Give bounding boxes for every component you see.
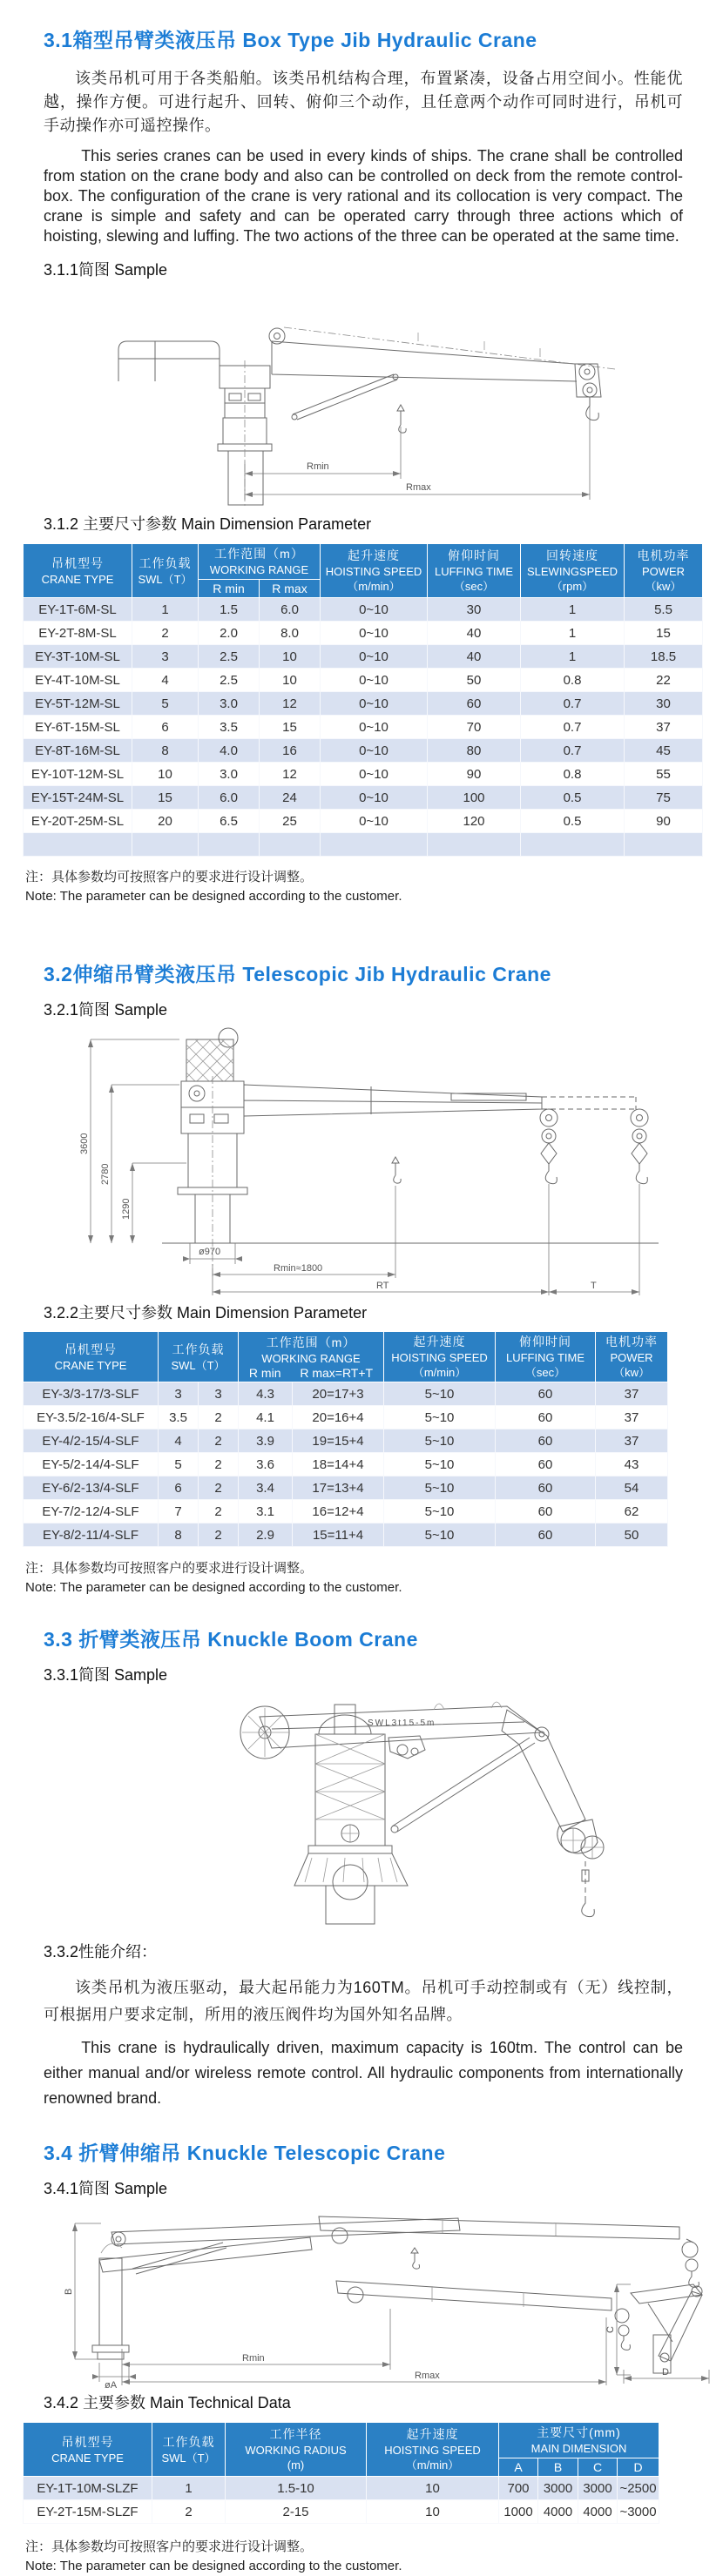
col-dim-b: B	[538, 2458, 578, 2477]
col-dim-c: C	[578, 2458, 618, 2477]
param-3-1-2-label: 3.1.2 主要尺寸参数 Main Dimension Parameter	[44, 515, 372, 533]
col-luffing-time: 俯仰时间 LUFFING TIME （sec）	[496, 1332, 596, 1382]
table-cell: 1000	[499, 2500, 538, 2524]
table-cell: 5~10	[384, 1406, 496, 1429]
table-row	[24, 1406, 668, 1429]
telescopic-crane-diagram	[57, 1024, 667, 1299]
table-row	[24, 786, 703, 810]
table-row	[24, 1523, 668, 1547]
dim-phiA-label: øA	[105, 2380, 118, 2391]
note-3-2	[25, 1559, 723, 1597]
table-cell: 4.0	[199, 739, 260, 763]
table-row	[24, 833, 703, 857]
table-row	[24, 598, 703, 622]
table-row	[24, 2477, 659, 2500]
table-cell: 10	[132, 763, 199, 786]
table-cell: 37	[625, 716, 703, 739]
table-cell: 0~10	[321, 739, 428, 763]
sample-3-1-1-label: 3.1.1简图 Sample	[44, 261, 168, 279]
dim-1290-label: 1290	[121, 1198, 132, 1220]
table-cell: 3.1	[239, 1500, 293, 1523]
table-cell: EY-5/2-14/4-SLF	[24, 1453, 159, 1476]
main-dimension-table-3-1	[23, 543, 703, 857]
table-cell: 2.0	[199, 622, 260, 645]
table-cell: 0~10	[321, 669, 428, 692]
table-cell	[199, 833, 260, 857]
dim-c-label: C	[605, 2326, 616, 2333]
table-cell: 5~10	[384, 1453, 496, 1476]
table-cell: EY-2T-15M-SLZF	[24, 2500, 152, 2524]
section-3-1-paragraph-en: This series cranes can be used in every kinds of ships. The crane shall be controlled from station on the crane body and also can be controlled on deck from the remote control-box. The configuration of the crane is very rational and its collocation is very compact. The crane is simple and safety and can be operated carry through three actions which of hoisting, slewing and luffing. The two actions of the three can be operated at the same time.	[44, 147, 683, 245]
table-cell: 0~10	[321, 763, 428, 786]
table-cell: 62	[596, 1500, 668, 1523]
table-cell: 4	[132, 669, 199, 692]
table-row	[24, 669, 703, 692]
section-3-4-title: 3.4 折臂伸缩吊 Knuckle Telescopic Crane	[44, 2142, 446, 2164]
table-cell: 43	[596, 1453, 668, 1476]
table-cell: EY-1T-10M-SLZF	[24, 2477, 152, 2500]
table-cell: 37	[596, 1429, 668, 1453]
table-cell: 25	[260, 810, 321, 833]
table-cell: EY-10T-12M-SL	[24, 763, 132, 786]
table-cell: 8	[132, 739, 199, 763]
col-main-dimension: 主要尺寸(mm) MAIN DIMENSION	[499, 2423, 659, 2458]
table-cell: 0~10	[321, 645, 428, 669]
table-cell: 30	[625, 692, 703, 716]
table-cell: EY-6T-15M-SL	[24, 716, 132, 739]
table-cell: 100	[428, 786, 521, 810]
table-cell: 15	[260, 716, 321, 739]
table-cell: ~2500	[618, 2477, 659, 2500]
table-cell: 3	[132, 645, 199, 669]
table-row	[24, 1429, 668, 1453]
note-en: Note: The parameter can be designed according to the customer.	[25, 1580, 402, 1595]
col-r-max: R max=RT+T	[300, 1365, 374, 1380]
table-cell: 0~10	[321, 622, 428, 645]
table-cell: EY-15T-24M-SL	[24, 786, 132, 810]
table-cell: 5~10	[384, 1429, 496, 1453]
table-cell: 1	[521, 622, 625, 645]
col-luffing-time: 俯仰时间 LUFFING TIME （sec）	[428, 544, 521, 598]
table-cell: 2-15	[226, 2500, 367, 2524]
table-cell: 3	[159, 1382, 199, 1406]
table-cell: 2.9	[239, 1523, 293, 1547]
table-cell: 10	[260, 669, 321, 692]
table-cell: 16	[260, 739, 321, 763]
table-cell: 18.5	[625, 645, 703, 669]
table-cell: 12	[260, 692, 321, 716]
table-cell: EY-8T-16M-SL	[24, 739, 132, 763]
table-cell: 1.5	[199, 598, 260, 622]
table-cell: 10	[367, 2500, 499, 2524]
table-cell: 20=16+4	[293, 1406, 384, 1429]
table-cell: 20=17+3	[293, 1382, 384, 1406]
table-cell: 6	[159, 1476, 199, 1500]
table-cell: 3.9	[239, 1429, 293, 1453]
table-cell: 6.0	[260, 598, 321, 622]
table-cell: 0~10	[321, 786, 428, 810]
table-cell: EY-8/2-11/4-SLF	[24, 1523, 159, 1547]
table-cell: 1	[132, 598, 199, 622]
table-cell: 0~10	[321, 810, 428, 833]
table-cell: 60	[496, 1500, 596, 1523]
table-cell: 60	[496, 1382, 596, 1406]
table-row	[24, 810, 703, 833]
table-cell	[24, 833, 132, 857]
sample-3-3-1-label: 3.3.1简图 Sample	[44, 1666, 168, 1684]
table-cell: EY-7/2-12/4-SLF	[24, 1500, 159, 1523]
note-en: Note: The parameter can be designed according to the customer.	[25, 2559, 402, 2573]
table-cell: 90	[428, 763, 521, 786]
table-cell: 700	[499, 2477, 538, 2500]
table-cell: 2	[199, 1453, 239, 1476]
table-cell: 50	[596, 1523, 668, 1547]
table-cell: 2	[199, 1523, 239, 1547]
table-cell: 6.0	[199, 786, 260, 810]
table-cell: 1.5-10	[226, 2477, 367, 2500]
table-row	[24, 692, 703, 716]
note-cn: 注：具体参数均可按照客户的要求进行设计调整。	[25, 1561, 314, 1576]
col-r-min: R min	[199, 580, 260, 598]
table-cell: 4	[159, 1429, 199, 1453]
table-cell: 0.8	[521, 669, 625, 692]
table-cell: 60	[428, 692, 521, 716]
table-cell: 15	[132, 786, 199, 810]
param-3-2-2-label: 3.2.2主要尺寸参数 Main Dimension Parameter	[44, 1304, 368, 1322]
sample-3-4-1-label: 3.4.1简图 Sample	[44, 2180, 168, 2197]
table-cell: 60	[496, 1476, 596, 1500]
table-cell	[428, 833, 521, 857]
table-cell: 60	[496, 1429, 596, 1453]
table-cell: 3.0	[199, 692, 260, 716]
table-row	[24, 716, 703, 739]
col-hoisting-speed: 起升速度 HOISTING SPEED （m/min）	[367, 2423, 499, 2477]
table-cell: 5	[159, 1453, 199, 1476]
table-cell: 3000	[538, 2477, 578, 2500]
table-cell: 2	[199, 1406, 239, 1429]
table-row	[24, 622, 703, 645]
table-cell: EY-3T-10M-SL	[24, 645, 132, 669]
table-cell: EY-6/2-13/4-SLF	[24, 1476, 159, 1500]
table-cell: EY-1T-6M-SL	[24, 598, 132, 622]
table-cell: 22	[625, 669, 703, 692]
table-cell: 6.5	[199, 810, 260, 833]
col-dim-d: D	[618, 2458, 659, 2477]
col-working-range: 工作范围（m） WORKING RANGE	[199, 544, 321, 580]
table-cell: 40	[428, 622, 521, 645]
table-cell: 0.5	[521, 786, 625, 810]
table-cell: EY-3/3-17/3-SLF	[24, 1382, 159, 1406]
table-cell: 5~10	[384, 1382, 496, 1406]
col-crane-type: 吊机型号 CRANE TYPE	[24, 2423, 152, 2477]
section-3-1-paragraph-cn: 该类吊机可用于各类船舶。该类吊机结构合理，布置紧凑，设备占用空间小。性能优越，操作方便。可进行起升、回转、俯仰三个动作，且任意两个动作可同时进行，吊机可手动操作亦可遥控操作。	[44, 70, 683, 134]
table-cell: 0.8	[521, 763, 625, 786]
table-cell: 2	[199, 1476, 239, 1500]
dim-b-label: B	[64, 2288, 74, 2295]
dim-2780-label: 2780	[100, 1163, 111, 1185]
col-working-range: 工作范围（m） WORKING RANGE R min R max=RT+T	[239, 1332, 384, 1382]
table-cell: 20	[132, 810, 199, 833]
table-cell	[132, 833, 199, 857]
table-row	[24, 1453, 668, 1476]
dim-rmin1800-label: Rmin≈1800	[274, 1263, 323, 1274]
col-dim-a: A	[499, 2458, 538, 2477]
dim-rmax-label: Rmax	[415, 2371, 440, 2381]
note-en: Note: The parameter can be designed according to the customer.	[25, 889, 402, 904]
table-cell: 1	[521, 598, 625, 622]
table-cell: 3	[199, 1382, 239, 1406]
table-cell: EY-4/2-15/4-SLF	[24, 1429, 159, 1453]
table-cell: 18=14+4	[293, 1453, 384, 1476]
table-cell	[321, 833, 428, 857]
knuckle-boom-crane-diagram	[57, 1687, 667, 1931]
perf-3-3-2-label: 3.3.2性能介绍：	[44, 1943, 158, 1961]
col-swl: 工作负载 SWL（T）	[159, 1332, 239, 1382]
table-cell: 5.5	[625, 598, 703, 622]
note-cn: 注：具体参数均可按照客户的要求进行设计调整。	[25, 2539, 314, 2554]
table-cell: 2.5	[199, 645, 260, 669]
col-slewing-speed: 回转速度 SLEWINGSPEED （rpm）	[521, 544, 625, 598]
table-cell: EY-2T-8M-SL	[24, 622, 132, 645]
table-cell: 7	[159, 1500, 199, 1523]
table-cell: 60	[496, 1523, 596, 1547]
table-cell: 5~10	[384, 1500, 496, 1523]
note-3-4	[25, 2538, 723, 2576]
table-cell: 3.5	[159, 1406, 199, 1429]
table-cell: 2.5	[199, 669, 260, 692]
table-cell: 3000	[578, 2477, 618, 2500]
table-cell	[260, 833, 321, 857]
table-row	[24, 1382, 668, 1406]
table-cell: 15	[625, 622, 703, 645]
table-row	[24, 763, 703, 786]
col-hoisting-speed: 起升速度 HOISTING SPEED （m/min）	[384, 1332, 496, 1382]
dim-rt-label: RT	[376, 1281, 389, 1291]
table-row	[24, 1500, 668, 1523]
table-cell	[521, 833, 625, 857]
table-cell: 8	[159, 1523, 199, 1547]
table-cell: 19=15+4	[293, 1429, 384, 1453]
note-3-1	[25, 868, 723, 906]
table-cell: 120	[428, 810, 521, 833]
section-3-1-title: 3.1箱型吊臂类液压吊 Box Type Jib Hydraulic Crane	[44, 29, 537, 51]
table-cell: 4000	[538, 2500, 578, 2524]
table-cell: EY-4T-10M-SL	[24, 669, 132, 692]
dim-rmin-label: Rmin	[242, 2353, 265, 2364]
table-cell: 60	[496, 1453, 596, 1476]
section-3-2-title: 3.2伸缩吊臂类液压吊 Telescopic Jib Hydraulic Crane	[44, 963, 551, 985]
dim-phi970-label: ø970	[199, 1247, 221, 1257]
main-technical-data-table-3-4	[23, 2422, 659, 2524]
table-cell: 70	[428, 716, 521, 739]
table-cell: 12	[260, 763, 321, 786]
table-row	[24, 739, 703, 763]
table-cell: 60	[496, 1406, 596, 1429]
col-power: 电机功率 POWER （kw）	[625, 544, 703, 598]
table-cell: 3.5	[199, 716, 260, 739]
table-cell: 0.5	[521, 810, 625, 833]
table-cell: 24	[260, 786, 321, 810]
section-3-3-paragraph-cn: 该类吊机为液压驱动，最大起吊能力为160TM。吊机可手动控制或有（无）线控制，可根据用户要求定制，所用的液压阀件均为国外知名品牌。	[44, 1979, 683, 2023]
table-cell: ~3000	[618, 2500, 659, 2524]
table-cell: 55	[625, 763, 703, 786]
box-jib-crane-diagram	[87, 284, 662, 508]
table-cell: 3.6	[239, 1453, 293, 1476]
table-cell: 16=12+4	[293, 1500, 384, 1523]
section-3-3-title: 3.3 折臂类液压吊 Knuckle Boom Crane	[44, 1628, 418, 1651]
table-cell: 3.4	[239, 1476, 293, 1500]
table-row	[24, 645, 703, 669]
table-cell: 6	[132, 716, 199, 739]
table-row	[24, 1476, 668, 1500]
knuckle-telescopic-crane-diagram	[49, 2204, 720, 2389]
table-cell: EY-3.5/2-16/4-SLF	[24, 1406, 159, 1429]
note-cn: 注：具体参数均可按照客户的要求进行设计调整。	[25, 870, 314, 884]
table-cell: 4.3	[239, 1382, 293, 1406]
dim-rmin-label: Rmin	[307, 461, 329, 472]
table-cell: 0.7	[521, 716, 625, 739]
col-hoisting-speed: 起升速度 HOISTING SPEED （m/min）	[321, 544, 428, 598]
table-cell: 5~10	[384, 1523, 496, 1547]
col-swl: 工作负载 SWL（T）	[132, 544, 199, 598]
table-cell: 2	[199, 1500, 239, 1523]
dim-3600-label: 3600	[79, 1133, 90, 1154]
table-cell: 1	[152, 2477, 226, 2500]
table-row	[24, 2500, 659, 2524]
table-cell	[625, 833, 703, 857]
table-cell: 5~10	[384, 1476, 496, 1500]
param-3-4-2-label: 3.4.2 主要参数 Main Technical Data	[44, 2394, 291, 2411]
table-cell: 0.7	[521, 692, 625, 716]
col-swl: 工作负载 SWL（T）	[152, 2423, 226, 2477]
dim-rmax-label: Rmax	[406, 482, 431, 493]
table-cell: EY-5T-12M-SL	[24, 692, 132, 716]
table-cell: 5	[132, 692, 199, 716]
table-cell: 1	[521, 645, 625, 669]
col-crane-type: 吊机型号 CRANE TYPE	[24, 544, 132, 598]
col-power: 电机功率 POWER （kw）	[596, 1332, 668, 1382]
table-cell: 54	[596, 1476, 668, 1500]
col-working-radius: 工作半径 WORKING RADIUS (m)	[226, 2423, 367, 2477]
table-cell: 0.7	[521, 739, 625, 763]
table-cell: 0~10	[321, 716, 428, 739]
table-cell: EY-20T-25M-SL	[24, 810, 132, 833]
table-cell: 37	[596, 1382, 668, 1406]
dim-t-label: T	[591, 1281, 597, 1291]
table-cell: 10	[367, 2477, 499, 2500]
table-cell: 2	[132, 622, 199, 645]
table-cell: 90	[625, 810, 703, 833]
table-cell: 0~10	[321, 692, 428, 716]
table-cell: 2	[199, 1429, 239, 1453]
table-cell: 8.0	[260, 622, 321, 645]
main-dimension-table-3-2	[23, 1331, 668, 1547]
table-cell: 10	[260, 645, 321, 669]
table-cell: 17=13+4	[293, 1476, 384, 1500]
table-cell: 80	[428, 739, 521, 763]
table-cell: 37	[596, 1406, 668, 1429]
section-3-3-paragraph-en: This crane is hydraulically driven, maximum capacity is 160tm. The control can be either manual and/or wireless remote control. All hydraulic components from internationally renowned brand.	[44, 2039, 683, 2107]
col-r-max: R max	[260, 580, 321, 598]
table-cell: 4.1	[239, 1406, 293, 1429]
table-cell: 30	[428, 598, 521, 622]
table-cell: 75	[625, 786, 703, 810]
table-cell: 40	[428, 645, 521, 669]
table-cell: 2	[152, 2500, 226, 2524]
col-r-min: R min	[248, 1365, 281, 1380]
table-cell: 3.0	[199, 763, 260, 786]
table-cell: 0~10	[321, 598, 428, 622]
dim-d-label: D	[662, 2367, 669, 2378]
swl-label: SWL3t15-5m	[368, 1718, 436, 1728]
table-cell: 50	[428, 669, 521, 692]
table-cell: 4000	[578, 2500, 618, 2524]
table-cell: 15=11+4	[293, 1523, 384, 1547]
sample-3-2-1-label: 3.2.1简图 Sample	[44, 1001, 168, 1019]
table-cell: 45	[625, 739, 703, 763]
col-crane-type: 吊机型号 CRANE TYPE	[24, 1332, 159, 1382]
